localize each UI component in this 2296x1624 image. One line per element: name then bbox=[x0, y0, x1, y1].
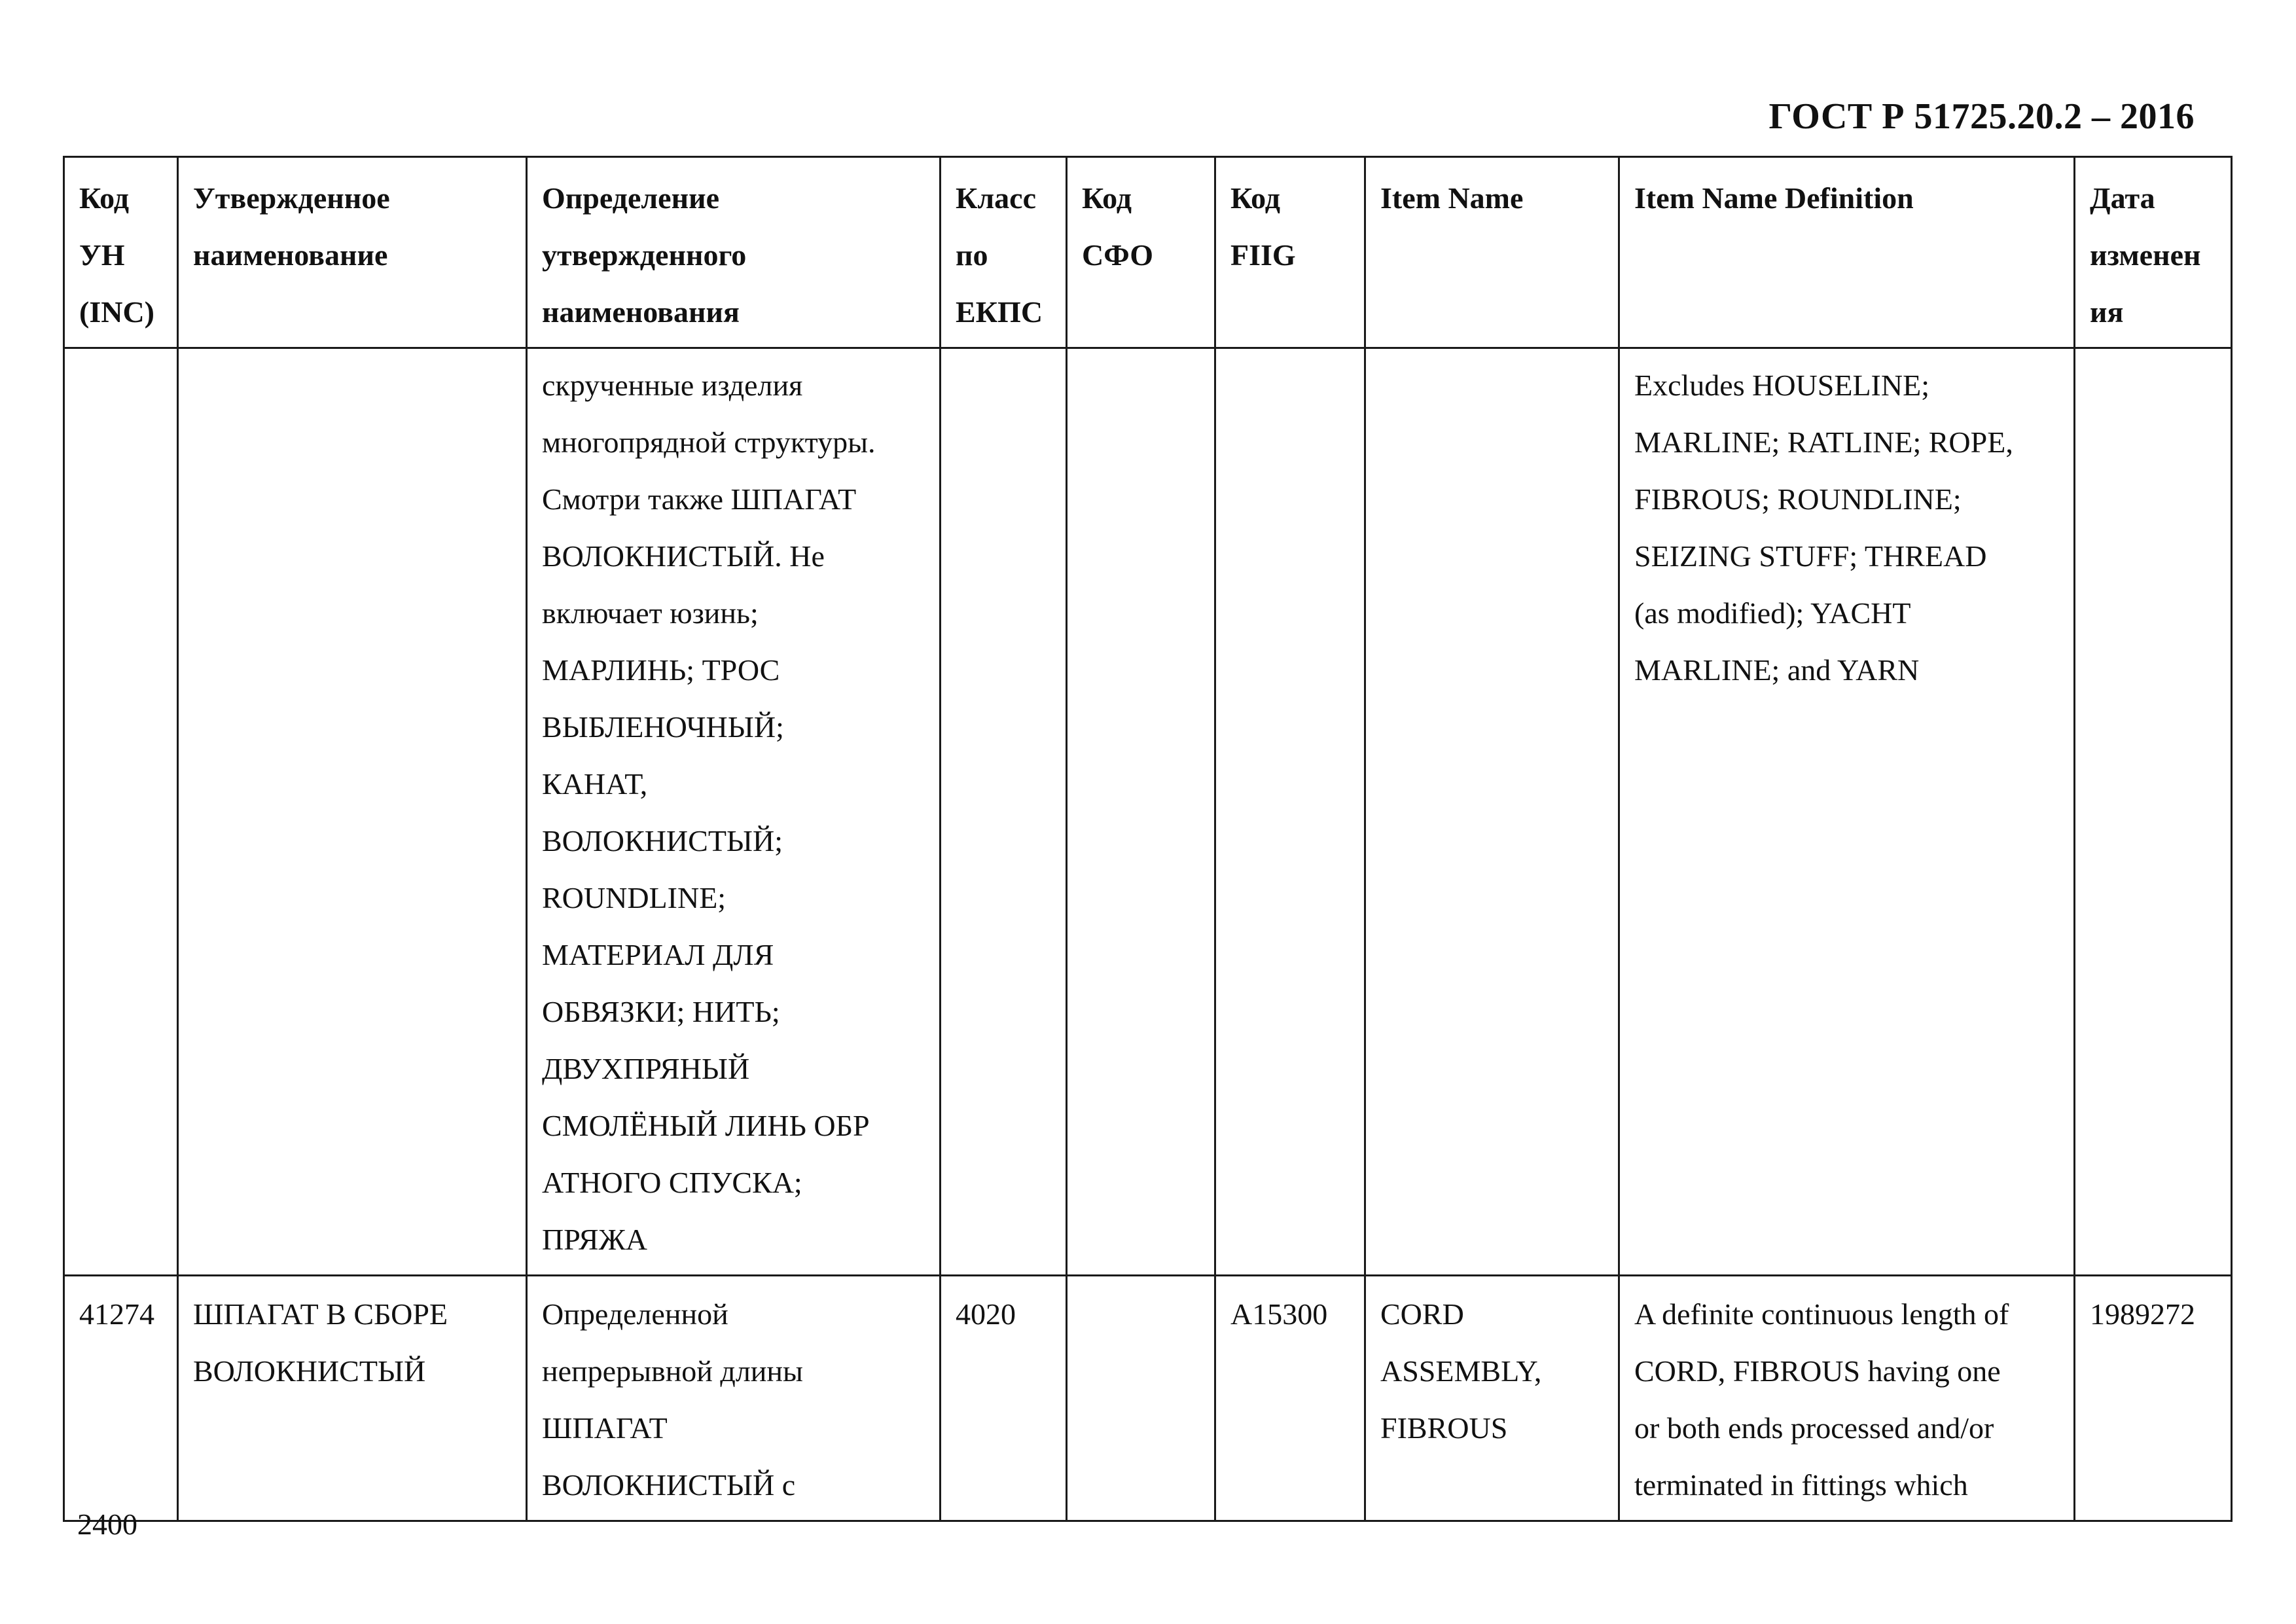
cell-line: or both ends processed and/or bbox=[1634, 1411, 1994, 1445]
table-header-row bbox=[64, 157, 2232, 348]
cell-sfo-code bbox=[1067, 1276, 1215, 1521]
cell-line: Дата bbox=[2090, 181, 2155, 215]
cell-line: ШПАГАТ В СБОРЕ bbox=[193, 1297, 448, 1331]
cell-item-name bbox=[1365, 1276, 1619, 1521]
cell-fiig-code bbox=[1215, 348, 1365, 1276]
cell-approved-name bbox=[178, 1276, 527, 1521]
header-class bbox=[941, 157, 1067, 348]
header-fiig-code bbox=[1215, 157, 1365, 348]
cell-line: ВЫБЛЕНОЧНЫЙ; bbox=[542, 710, 784, 744]
cell-line: MARLINE; and YARN bbox=[1634, 653, 1920, 687]
cell-line: изменен bbox=[2090, 238, 2201, 272]
cell-line: утвержденного bbox=[542, 238, 747, 272]
cell-line: Excludes HOUSELINE; bbox=[1634, 369, 1929, 402]
cell-line: ВОЛОКНИСТЫЙ. Не bbox=[542, 539, 825, 573]
cell-inc: 41274 bbox=[64, 1276, 178, 1521]
cell-line: ПРЯЖА bbox=[542, 1223, 648, 1256]
cell-line: включает юзинь; bbox=[542, 596, 759, 630]
header-item-name bbox=[1365, 157, 1619, 348]
cell-line: СФО bbox=[1082, 238, 1154, 272]
cell-line: terminated in fittings which bbox=[1634, 1468, 1968, 1502]
cell-change-date: 1989272 bbox=[2075, 1276, 2232, 1521]
cell-line: A definite continuous length of bbox=[1634, 1297, 2009, 1331]
cell-line: ASSEMBLY, bbox=[1380, 1354, 1542, 1388]
cell-line: наименования bbox=[542, 295, 740, 329]
cell-line: ЕКПС bbox=[956, 295, 1043, 329]
cell-item-name-definition bbox=[1619, 1276, 2075, 1521]
cell-line: ВОЛОКНИСТЫЙ с bbox=[542, 1468, 796, 1502]
cell-class: 4020 bbox=[941, 1276, 1067, 1521]
cell-line: Item Name Definition bbox=[1634, 181, 1914, 215]
page-number: 2400 bbox=[77, 1507, 137, 1541]
cell-line: КАНАТ, bbox=[542, 767, 648, 801]
cell-line: FIBROUS bbox=[1380, 1411, 1508, 1445]
cell-line: ВОЛОКНИСТЫЙ; bbox=[542, 824, 783, 857]
cell-line: непрерывной длины bbox=[542, 1354, 803, 1388]
cell-line: SEIZING STUFF; THREAD bbox=[1634, 539, 1987, 573]
cell-name-definition bbox=[527, 1276, 941, 1521]
cell-line: Утвержденное bbox=[193, 181, 390, 215]
cell-line: Код bbox=[1230, 181, 1281, 215]
cell-line: МАРЛИНЬ; ТРОС bbox=[542, 653, 780, 687]
header-inc bbox=[64, 157, 178, 348]
cell-line: ДВУХПРЯНЫЙ bbox=[542, 1052, 750, 1085]
item-names-table bbox=[63, 156, 2233, 1522]
cell-approved-name bbox=[178, 348, 527, 1276]
cell-line: Код bbox=[1082, 181, 1132, 215]
cell-line: ROUNDLINE; bbox=[542, 881, 726, 914]
cell-line: ВОЛОКНИСТЫЙ bbox=[193, 1354, 426, 1388]
cell-item-name bbox=[1365, 348, 1619, 1276]
table-row bbox=[64, 1276, 2232, 1521]
cell-line: МАТЕРИАЛ ДЛЯ bbox=[542, 938, 774, 971]
cell-line: скрученные изделия bbox=[542, 369, 803, 402]
cell-line: Смотри также ШПАГАТ bbox=[542, 482, 857, 516]
table-row bbox=[64, 348, 2232, 1276]
cell-sfo-code bbox=[1067, 348, 1215, 1276]
cell-change-date bbox=[2075, 348, 2232, 1276]
cell-line: CORD bbox=[1380, 1297, 1464, 1331]
cell-class bbox=[941, 348, 1067, 1276]
cell-item-name-definition bbox=[1619, 348, 2075, 1276]
cell-line: CORD, FIBROUS having one bbox=[1634, 1354, 2001, 1388]
header-approved-name bbox=[178, 157, 527, 348]
cell-line: (INC) bbox=[79, 295, 154, 329]
cell-line: (as modified); YACHT bbox=[1634, 596, 1911, 630]
cell-fiig-code: A15300 bbox=[1215, 1276, 1365, 1521]
cell-line: СМОЛЁНЫЙ ЛИНЬ ОБР bbox=[542, 1109, 870, 1142]
cell-line: FIBROUS; ROUNDLINE; bbox=[1634, 482, 1962, 516]
cell-line: многопрядной структуры. bbox=[542, 425, 876, 459]
cell-line: Item Name bbox=[1380, 181, 1524, 215]
cell-line: Код bbox=[79, 181, 130, 215]
cell-line: ОБВЯЗКИ; НИТЬ; bbox=[542, 995, 780, 1028]
cell-line: УН bbox=[79, 238, 125, 272]
cell-line: по bbox=[956, 238, 988, 272]
header-change-date bbox=[2075, 157, 2232, 348]
cell-line: FIIG bbox=[1230, 238, 1296, 272]
cell-line: MARLINE; RATLINE; ROPE, bbox=[1634, 425, 2013, 459]
cell-line: Определенной bbox=[542, 1297, 728, 1331]
cell-name-definition bbox=[527, 348, 941, 1276]
header-sfo-code bbox=[1067, 157, 1215, 348]
cell-inc bbox=[64, 348, 178, 1276]
standard-designation: ГОСТ Р 51725.20.2 – 2016 bbox=[1768, 96, 2195, 137]
cell-line: ШПАГАТ bbox=[542, 1411, 668, 1445]
cell-line: АТНОГО СПУСКА; bbox=[542, 1166, 802, 1199]
header-name-definition bbox=[527, 157, 941, 348]
header-item-name-definition bbox=[1619, 157, 2075, 348]
cell-line: Определение bbox=[542, 181, 720, 215]
cell-line: наименование bbox=[193, 238, 388, 272]
cell-line: ия bbox=[2090, 295, 2124, 329]
cell-line: Класс bbox=[956, 181, 1036, 215]
